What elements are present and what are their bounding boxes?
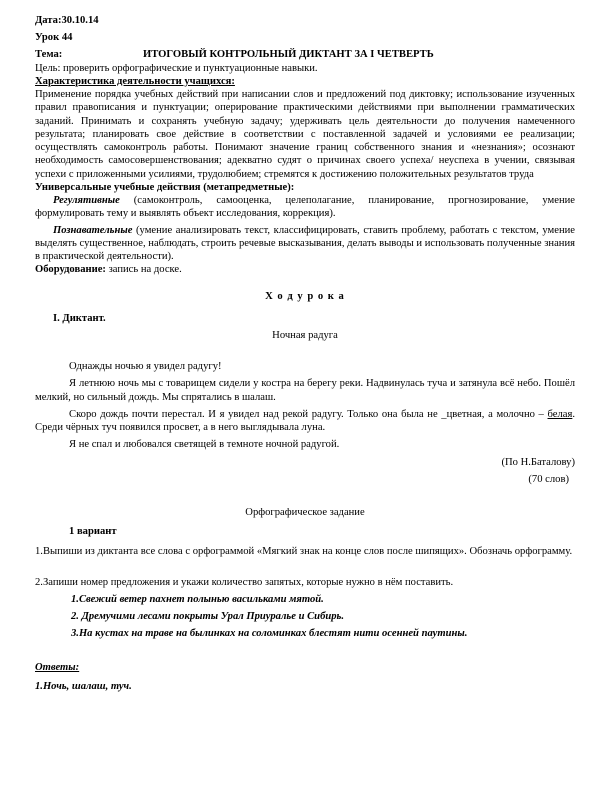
task-sentence-1: 1.Свежий ветер пахнет полынью васильками мятой.: [71, 593, 324, 605]
dictation-para-1: Однажды ночью я увидел радугу!: [69, 361, 222, 373]
cognitive-paragraph: [35, 224, 575, 264]
task-title: Орфографическое задание: [245, 507, 365, 519]
task-variant: 1 вариант: [69, 526, 117, 538]
activity-text: Применение порядка учебных действий при написании слов и предложений под диктовку; использование изученных правил правописания и пунктуации; оперирование практическими действиями при выполнении грамматических заданий. Принимать и сохранять учебную задачу; удерживать цель деятельности до получения намеченного результата; планировать свое действие в соответствии с поставленной задачей и условиями ее реализации; осуществлять самоконтроль работы. Понимают значение границ собственного знания и «незнания»; осознают необходимость самосовершенствования; адекватно судят о причинах своего успеха/ неуспеха в учении, связывая успехи с приложенными усилиями, трудолюбием; стремятся к достижению положительных результатов труда: [35, 89, 575, 180]
lesson-number: Урок 44: [35, 32, 73, 44]
para-3-end: . Среди чёрных туч появился просвет, а в него выглядывала луна.: [35, 408, 575, 434]
lesson-date: Дата:30.10.14: [35, 15, 99, 26]
answers-label: Ответы:: [35, 661, 80, 673]
task-question-2: 2.Запиши номер предложения и укажи количество запятых, которые нужно в нём поставить.: [35, 576, 454, 588]
dictation-word-count: (70 слов): [528, 473, 569, 485]
lesson-flow-heading: Х о д у р о к а: [265, 291, 345, 303]
cognitive-label: Познавательные: [53, 224, 133, 236]
dictation-para-2: Я летнюю ночь мы с товарищем сидели у костра на берегу реки. Надвинулась туча и затянула всё небо. Пошёл мелкий, но сильный дождь. Мы спрятались в шалаш.: [35, 378, 575, 403]
answer-1: 1.Ночь, шалаш, туч.: [35, 680, 132, 692]
task-question-1: 1.Выпиши из диктанта все слова с орфограммой «Мягкий знак на конце слов после шипящих». Обозначь орфограмму.: [35, 545, 573, 557]
dictation-author: (По Н.Баталову): [501, 456, 575, 468]
cognitive-text: (умение анализировать текст, классифицировать, ставить проблему, работать с текстом, умение выделять существенное, наблюдать, строить речевые высказывания, делать выводы и использовать полученные знания в практической деятельности).: [35, 224, 575, 262]
topic-row: [35, 48, 575, 61]
activity-label: Характеристика деятельности учащихся:: [35, 75, 235, 87]
lesson-goal: Цель: проверить орфографические и пунктуационные навыки.: [35, 62, 318, 74]
section-dictation: I. Диктант.: [53, 312, 106, 324]
regulative-text: (самоконтроль, самооценка, целеполагание, планирование, прогнозирование, умение формулировать тему и выявлять объект исследования, коррекция).: [35, 195, 575, 220]
task-sentence-2: 2. Дремучими лесами покрыты Урал Приуралье и Сибирь.: [71, 611, 345, 623]
uud-label: Универсальные учебные действия (метапредметные):: [35, 181, 295, 193]
dictation-title: Ночная радуга: [272, 329, 338, 341]
task-sentence-3: 3.На кустах на траве на былинках на соломинках блестят нити осенней паутины.: [71, 628, 468, 640]
equipment-paragraph: [35, 263, 575, 276]
dictation-para-3: [35, 408, 575, 434]
dictation-para-4: Я не спал и любовался светящей в темноте ночной радугой.: [69, 439, 340, 451]
equipment-text: запись на доске.: [105, 264, 182, 276]
document-page: [35, 14, 575, 693]
equipment-label: Оборудование:: [35, 264, 106, 276]
para-3-underlined: белая: [547, 408, 573, 420]
topic-title: ИТОГОВЫЙ КОНТРОЛЬНЫЙ ДИКТАНТ ЗА I ЧЕТВЕРТЬ: [143, 49, 434, 61]
topic-label: Тема:: [35, 49, 63, 61]
regulative-paragraph: [35, 194, 575, 220]
para-3-start: Скоро дождь почти перестал. И я увидел над рекой радугу. Только она была не _цветная, а молочно –: [69, 408, 548, 420]
regulative-label: Регулятивные: [53, 195, 120, 207]
